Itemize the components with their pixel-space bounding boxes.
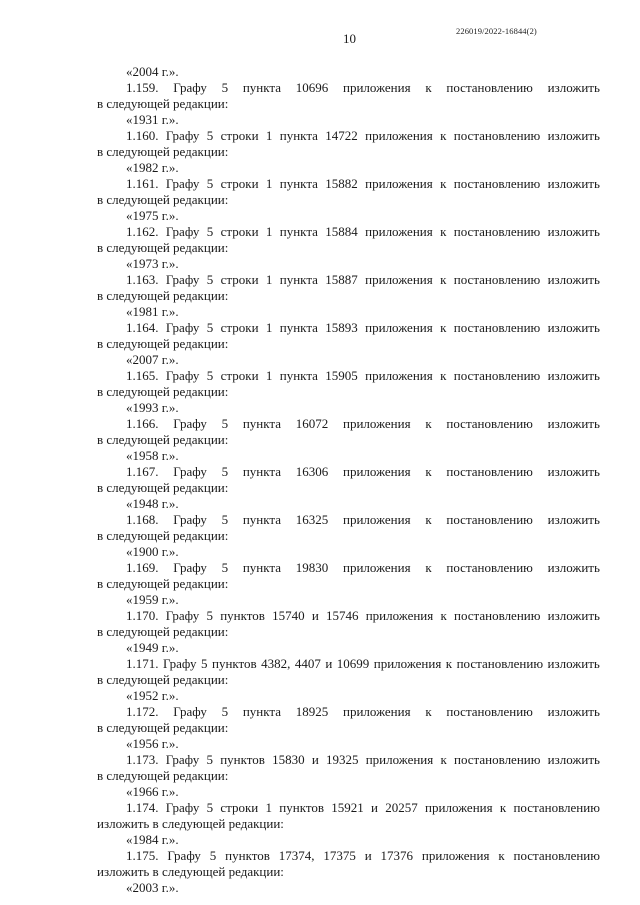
amendment-continuation: в следующей редакции: — [97, 96, 229, 111]
amendment-word: постановлению — [513, 848, 600, 863]
amendment-continuation: в следующей редакции: — [97, 384, 229, 399]
amendment-word: 16072 — [295, 416, 329, 431]
amendment-continuation: в следующей редакции: — [97, 576, 229, 591]
amendment-heading — [97, 704, 600, 720]
amendment-word: Графу — [165, 224, 200, 239]
amendment-word: 5 — [221, 80, 229, 95]
amendment-word: 5 — [221, 416, 229, 431]
amendment-heading — [97, 656, 600, 672]
amendment-continuation: в следующей редакции: — [97, 480, 229, 495]
amendment-word: приложения — [365, 608, 434, 623]
amendment-word: пункта — [279, 176, 318, 191]
amendment-heading — [97, 128, 600, 144]
amendment-word: строки — [220, 320, 259, 335]
amendment-heading — [97, 416, 600, 432]
amendment-word: изложить — [547, 368, 600, 383]
amendment-word: пункта — [279, 368, 318, 383]
amendment-continuation: в следующей редакции: — [97, 768, 229, 783]
amendment-word: изложить — [547, 704, 600, 719]
amendment-word: 15884 — [325, 224, 358, 239]
amendment-word: 1 — [265, 128, 273, 143]
amendment-number: 1.163. — [126, 272, 159, 287]
amendment-word: и — [311, 608, 319, 623]
amendment-number: 1.162. — [126, 224, 159, 239]
amendment-word: 5 — [206, 224, 214, 239]
amendment-word: строки — [220, 176, 259, 191]
amendment-number: 1.159. — [126, 80, 159, 95]
amendment-number: 1.169. — [126, 560, 159, 575]
amendment-word: 15746 — [325, 608, 359, 623]
amendment-word: изложить — [547, 176, 600, 191]
amendment-word: приложения — [365, 128, 433, 143]
amendment-new-value: «1931 г.». — [126, 112, 179, 127]
amendment-word: Графу — [165, 608, 200, 623]
amendment-word: Графу — [167, 848, 201, 863]
amendment-word: постановлению — [446, 560, 533, 575]
amendment-number: 1.167. — [126, 464, 159, 479]
amendment-word: приложения — [425, 800, 493, 815]
amendment-word: к — [425, 416, 432, 431]
amendment-word: постановлению — [446, 80, 533, 95]
amendment-word: 5 — [206, 176, 214, 191]
amendment-word: пунктов — [211, 656, 257, 671]
amendment-number: 1.165. — [126, 368, 159, 383]
amendment-word: Графу — [165, 128, 200, 143]
amendment-word: приложения — [365, 224, 433, 239]
amendment-word: пунктов — [279, 800, 325, 815]
amendment-continuation: в следующей редакции: — [97, 144, 229, 159]
amendment-word: Графу — [165, 368, 200, 383]
amendment-word: к — [499, 800, 507, 815]
amendment-word: пункта — [279, 272, 318, 287]
amendment-heading — [97, 176, 600, 192]
amendment-new-value: «1959 г.». — [126, 592, 179, 607]
amendment-word: изложить — [547, 560, 600, 575]
amendment-word: 17375 — [323, 848, 356, 863]
amendment-heading — [97, 80, 600, 96]
amendment-heading — [97, 272, 600, 288]
amendment-word: 5 — [206, 320, 214, 335]
amendment-word: к — [425, 512, 432, 527]
amendment-word: постановлению — [453, 608, 541, 623]
amendment-new-value: «1958 г.». — [126, 448, 179, 463]
amendment-new-value: «1949 г.». — [126, 640, 179, 655]
amendment-continuation: в следующей редакции: — [97, 432, 229, 447]
amendment-word: 1 — [265, 368, 273, 383]
amendment-word: приложения — [343, 704, 411, 719]
amendment-word: изложить — [547, 416, 600, 431]
amendment-heading — [97, 512, 600, 528]
amendment-number: 1.172. — [126, 704, 159, 719]
amendment-word: пункта — [242, 80, 281, 95]
amendment-word: пункта — [279, 128, 318, 143]
amendment-word: пункта — [279, 320, 318, 335]
amendment-heading — [97, 608, 600, 624]
amendment-word: изложить — [547, 224, 600, 239]
amendment-word: 5 — [206, 800, 214, 815]
amendment-word: постановлению — [453, 224, 541, 239]
amendment-word: постановлению — [453, 176, 541, 191]
amendment-word: пункта — [242, 560, 281, 575]
amendment-word: приложения — [365, 272, 433, 287]
amendment-word: изложить — [547, 752, 600, 767]
amendment-word: Графу — [165, 272, 200, 287]
amendment-word: постановлению — [453, 128, 541, 143]
amendment-word: постановлению — [446, 704, 533, 719]
amendment-new-value: «1993 г.». — [126, 400, 179, 415]
amendment-word: приложения — [365, 368, 433, 383]
amendment-word: пункта — [242, 704, 281, 719]
amendment-word: 1 — [265, 800, 273, 815]
amendment-word: 5 — [221, 704, 229, 719]
amendment-word: изложить — [547, 80, 600, 95]
amendment-number: 1.174. — [126, 800, 159, 815]
amendment-heading — [97, 320, 600, 336]
amendment-word: к — [440, 224, 447, 239]
amendment-word: приложения — [365, 320, 433, 335]
amendment-word: строки — [220, 128, 259, 143]
amendment-word: 15830 — [272, 752, 305, 767]
amendment-new-value: «1981 г.». — [126, 304, 179, 319]
amendment-word: к — [440, 176, 447, 191]
amendment-word: постановлению — [453, 752, 541, 767]
amendment-word: 16325 — [295, 512, 329, 527]
amendment-word: 1 — [265, 272, 273, 287]
amendment-number: 1.161. — [126, 176, 159, 191]
amendment-word: 5 — [221, 560, 229, 575]
amendment-word: приложения — [365, 752, 434, 767]
amendment-word: к — [498, 848, 505, 863]
amendment-word: пункта — [242, 416, 281, 431]
amendment-number: 1.168. — [126, 512, 159, 527]
amendment-word: и — [325, 656, 333, 671]
amendment-word: постановлению — [513, 800, 600, 815]
amendment-word: 1 — [265, 320, 273, 335]
amendment-word: 4382, — [261, 656, 291, 671]
amendment-word: 10699 — [336, 656, 370, 671]
amendment-word: Графу — [173, 512, 207, 527]
amendment-heading — [97, 368, 600, 384]
document-id: 226019/2022-16844(2) — [456, 26, 537, 36]
amendment-word: 15893 — [325, 320, 358, 335]
amendment-word: 20257 — [385, 800, 418, 815]
amendment-word: приложения — [343, 80, 411, 95]
amendment-new-value: «1966 г.». — [126, 784, 179, 799]
amendment-word: 15882 — [325, 176, 358, 191]
amendment-word: приложения — [421, 848, 490, 863]
amendment-word: 5 — [206, 272, 214, 287]
amendment-word: приложения — [365, 176, 433, 191]
amendment-word: 16306 — [295, 464, 329, 479]
amendment-continuation: изложить в следующей редакции: — [97, 816, 284, 831]
amendment-heading — [97, 464, 600, 480]
amendment-continuation: изложить в следующей редакции: — [97, 864, 284, 879]
amendment-word: и — [311, 752, 319, 767]
amendment-word: 15740 — [272, 608, 305, 623]
amendment-word: 17376 — [380, 848, 414, 863]
amendment-word: 15921 — [331, 800, 364, 815]
amendment-word: 5 — [221, 464, 229, 479]
amendment-word: к — [440, 128, 447, 143]
amendment-new-value: «1975 г.». — [126, 208, 179, 223]
amendment-continuation: в следующей редакции: — [97, 624, 229, 639]
amendment-new-value: «1956 г.». — [126, 736, 179, 751]
amendment-continuation: в следующей редакции: — [97, 336, 229, 351]
amendment-word: Графу — [165, 752, 200, 767]
opening-quote: «2004 г.». — [126, 64, 179, 79]
amendment-word: 5 — [206, 608, 213, 623]
amendment-word: приложения — [343, 464, 411, 479]
amendment-word: к — [425, 560, 432, 575]
amendment-word: изложить — [547, 656, 600, 671]
amendment-word: пункта — [279, 224, 318, 239]
amendment-word: 17374, — [278, 848, 315, 863]
amendment-word: строки — [220, 272, 259, 287]
amendment-word: и — [371, 800, 379, 815]
amendment-word: Графу — [162, 656, 197, 671]
amendment-word: 5 — [206, 752, 213, 767]
amendment-word: Графу — [173, 704, 207, 719]
amendment-heading — [97, 848, 600, 864]
amendment-word: к — [440, 272, 447, 287]
amendment-word: 1 — [265, 224, 273, 239]
document-body — [97, 64, 600, 896]
amendment-continuation: в следующей редакции: — [97, 288, 229, 303]
amendment-word: постановлению — [446, 512, 533, 527]
amendment-word: изложить — [547, 512, 600, 527]
amendment-word: изложить — [547, 272, 600, 287]
amendment-word: приложения — [343, 416, 411, 431]
amendment-word: приложения — [343, 512, 411, 527]
amendment-number: 1.171. — [126, 656, 159, 671]
amendment-word: постановлению — [446, 464, 533, 479]
amendment-number: 1.160. — [126, 128, 159, 143]
amendment-word: строки — [220, 224, 259, 239]
amendment-heading — [97, 800, 600, 816]
amendment-continuation: в следующей редакции: — [97, 192, 229, 207]
amendment-word: 5 — [206, 368, 214, 383]
amendment-heading — [97, 224, 600, 240]
amendment-new-value: «1984 г.». — [126, 832, 179, 847]
amendment-new-value: «1900 г.». — [126, 544, 179, 559]
amendment-word: к — [440, 752, 447, 767]
amendment-word: постановлению — [453, 320, 541, 335]
amendment-word: 5 — [201, 656, 208, 671]
amendment-word: изложить — [547, 128, 600, 143]
amendment-word: Графу — [173, 416, 207, 431]
amendment-word: 15905 — [325, 368, 358, 383]
amendment-word: постановлению — [446, 416, 533, 431]
amendment-number: 1.164. — [126, 320, 159, 335]
amendment-new-value: «1952 г.». — [126, 688, 179, 703]
amendment-continuation: в следующей редакции: — [97, 528, 229, 543]
amendment-number: 1.173. — [126, 752, 159, 767]
amendment-word: 5 — [221, 512, 229, 527]
amendment-heading — [97, 752, 600, 768]
amendment-word: приложения — [343, 560, 411, 575]
amendment-continuation: в следующей редакции: — [97, 240, 229, 255]
amendment-new-value: «2007 г.». — [126, 352, 179, 367]
amendment-word: к — [440, 608, 447, 623]
amendment-word: и — [364, 848, 372, 863]
amendment-word: строки — [220, 800, 259, 815]
amendment-word: к — [425, 464, 432, 479]
amendment-new-value: «1982 г.». — [126, 160, 179, 175]
amendment-word: 4407 — [294, 656, 321, 671]
amendment-number: 1.170. — [126, 608, 159, 623]
amendment-word: 14722 — [325, 128, 358, 143]
amendment-word: изложить — [547, 464, 600, 479]
amendment-word: к — [440, 320, 447, 335]
amendment-word: Графу — [165, 176, 200, 191]
amendment-word: 18925 — [295, 704, 329, 719]
amendment-number: 1.166. — [126, 416, 159, 431]
amendment-word: пунктов — [225, 848, 270, 863]
amendment-word: 15887 — [325, 272, 358, 287]
amendment-word: Графу — [173, 80, 207, 95]
amendment-word: пунктов — [220, 608, 265, 623]
amendment-word: постановлению — [453, 272, 541, 287]
amendment-word: изложить — [547, 320, 600, 335]
amendment-word: к — [440, 368, 447, 383]
amendment-word: Графу — [165, 800, 200, 815]
amendment-word: 19830 — [295, 560, 329, 575]
amendment-word: постановлению — [453, 368, 541, 383]
amendment-word: приложения — [373, 656, 442, 671]
amendment-word: 1 — [265, 176, 273, 191]
amendment-word: Графу — [165, 320, 200, 335]
amendment-word: пункта — [242, 464, 281, 479]
amendment-word: Графу — [173, 464, 207, 479]
page-number: 10 — [343, 31, 356, 46]
amendment-new-value: «1973 г.». — [126, 256, 179, 271]
amendment-word: постановлению — [456, 656, 544, 671]
amendment-word: Графу — [173, 560, 207, 575]
amendment-word: к — [425, 80, 432, 95]
amendment-word: к — [445, 656, 453, 671]
amendment-number: 1.175. — [126, 848, 159, 863]
amendment-word: изложить — [547, 608, 600, 623]
amendment-word: к — [425, 704, 432, 719]
amendment-word: 5 — [206, 128, 214, 143]
amendment-word: строки — [220, 368, 259, 383]
amendment-word: 10696 — [295, 80, 329, 95]
amendment-continuation: в следующей редакции: — [97, 720, 229, 735]
amendment-new-value: «1948 г.». — [126, 496, 179, 511]
amendment-continuation: в следующей редакции: — [97, 672, 229, 687]
amendment-new-value: «2003 г.». — [126, 880, 179, 895]
amendment-word: пункта — [242, 512, 281, 527]
amendment-word: 19325 — [325, 752, 359, 767]
amendment-heading — [97, 560, 600, 576]
amendment-word: пунктов — [220, 752, 265, 767]
amendment-word: 5 — [209, 848, 217, 863]
